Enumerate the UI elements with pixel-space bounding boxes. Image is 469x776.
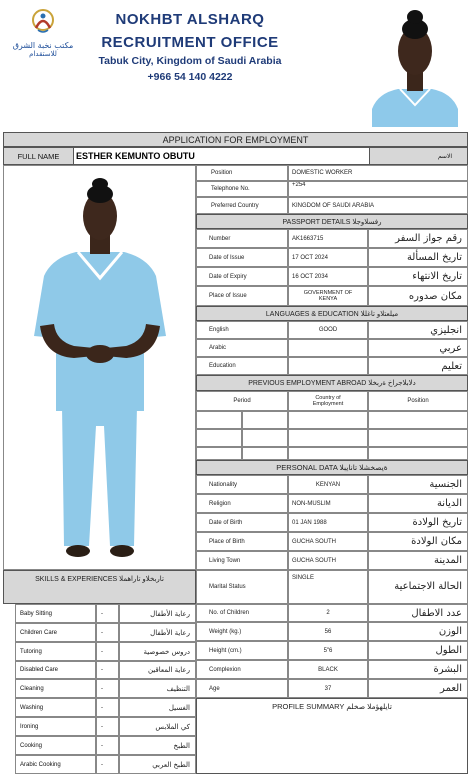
place-of-birth-ar: مكان الولادة — [368, 532, 468, 551]
position-label: Position — [196, 165, 288, 181]
place-of-birth-value: GUCHA SOUTH — [288, 532, 368, 551]
religion-ar: الديانة — [368, 494, 468, 513]
skill-value: - — [96, 661, 119, 679]
skill-label: Arabic Cooking — [15, 755, 96, 774]
passport-number-label: Number — [196, 229, 288, 248]
marital-status-ar: الحالة الاجتماعية — [368, 570, 468, 604]
place-of-issue-label: Place of Issue — [196, 286, 288, 306]
skill-ar: رعاية المعاقين — [119, 661, 196, 679]
skill-value: - — [96, 698, 119, 717]
header — [0, 0, 469, 132]
skills-section-title — [3, 570, 196, 604]
passport-section-title: PASSPORT DETAILS رفسلاوجلا — [196, 214, 468, 229]
skill-ar: التنظيف — [119, 679, 196, 698]
living-town-label: Living Town — [196, 551, 288, 570]
height-value: 5"6 — [288, 641, 368, 660]
english-value: GOOD — [288, 321, 368, 339]
skill-value: - — [96, 736, 119, 755]
employment-row — [288, 429, 368, 447]
age-value: 37 — [288, 679, 368, 698]
height-ar: الطول — [368, 641, 468, 660]
preferred-country-label: Preferred Country — [196, 197, 288, 214]
skill-label: Children Care — [15, 623, 96, 642]
position-value: DOMESTIC WORKER — [288, 165, 468, 181]
company-title-line2: RECRUITMENT OFFICE — [101, 34, 279, 51]
marital-status-value: SINGLE — [288, 570, 368, 604]
company-title-line1: NOKHBT ALSHARQ — [115, 11, 265, 28]
skill-ar: الغسيل — [119, 698, 196, 717]
religion-label: Religion — [196, 494, 288, 513]
arabic-label: Arabic — [196, 339, 288, 357]
full-name-ar: الاسم — [437, 152, 453, 160]
place-of-issue-value: GOVERNMENT OF KENYA — [288, 286, 368, 306]
date-of-birth-label: Date of Birth — [196, 513, 288, 532]
period-header: Period — [196, 391, 288, 411]
profile-summary-title: PROFILE SUMMARY تايلهؤملا صخلم — [272, 701, 392, 711]
skill-label: Cleaning — [15, 679, 96, 698]
arabic-ar: عربي — [368, 339, 468, 357]
employment-row — [196, 429, 242, 447]
logo-emblem-icon — [8, 8, 78, 36]
skill-value: - — [96, 623, 119, 642]
skill-label: Tutoring — [15, 642, 96, 661]
passport-number-value: AK1663715 — [288, 229, 368, 248]
children-ar: عدد الاطفال — [368, 604, 468, 622]
logo-text-line1: مكتب نخبة الشرق — [12, 41, 74, 50]
languages-section-title: LANGUAGES & EDUCATION ميلعتلاو تاغللا — [196, 306, 468, 321]
skill-ar: الطبخ — [119, 736, 196, 755]
skill-value: - — [96, 679, 119, 698]
place-of-birth-label: Place of Birth — [196, 532, 288, 551]
marital-status-label: Marital Status — [196, 570, 288, 604]
employment-row — [242, 447, 288, 460]
skill-ar: الطبخ العربي — [119, 755, 196, 774]
company-logo — [8, 8, 78, 58]
personal-data-title: PERSONAL DATA ةيصخشلا تانايبلا — [196, 460, 468, 475]
living-town-ar: المدينة — [368, 551, 468, 570]
complexion-label: Complexion — [196, 660, 288, 679]
skill-ar: رعاية الأطفال — [119, 623, 196, 642]
date-of-issue-value: 17 OCT 2024 — [288, 248, 368, 267]
employment-row — [196, 411, 242, 429]
country-header: Country of Employment — [288, 391, 368, 411]
height-label: Height (cm.) — [196, 641, 288, 660]
arabic-value — [288, 339, 368, 357]
company-phone: +966 54 140 4222 — [147, 71, 233, 83]
passport-photo — [368, 5, 462, 127]
date-of-expiry-label: Date of Expiry — [196, 267, 288, 286]
english-ar: انجليزي — [368, 321, 468, 339]
place-of-issue-ar: مكان صدوره — [368, 286, 468, 306]
date-of-birth-value: 01 JAN 1988 — [288, 513, 368, 532]
living-town-value: GUCHA SOUTH — [288, 551, 368, 570]
date-of-expiry-value: 16 OCT 2034 — [288, 267, 368, 286]
date-of-birth-ar: تاريخ الولادة — [368, 513, 468, 532]
skill-ar: كي الملابس — [119, 717, 196, 736]
children-value: 2 — [288, 604, 368, 622]
passport-number-ar: رقم جواز السفر — [368, 229, 468, 248]
skill-label: Disabled Care — [15, 661, 96, 679]
date-of-expiry-ar: تاريخ الانتهاء — [368, 267, 468, 286]
education-value — [288, 357, 368, 375]
logo-text-line2: للاستقدام — [29, 50, 57, 58]
skill-value: - — [96, 717, 119, 736]
previous-employment-title: PREVIOUS EMPLOYMENT ABROAD دلابلاجراخ ةربخلا — [196, 375, 468, 391]
employment-row — [368, 447, 468, 460]
complexion-value: BLACK — [288, 660, 368, 679]
weight-ar: الوزن — [368, 622, 468, 641]
full-name-label: FULL NAME — [4, 148, 74, 164]
skill-label: Baby Sitting — [15, 604, 96, 623]
skill-ar: رعاية الأطفال — [119, 604, 196, 623]
full-name-row — [3, 147, 468, 165]
weight-value: 56 — [288, 622, 368, 641]
preferred-country-value: KINGDOM OF SAUDI ARABIA — [288, 197, 468, 214]
age-label: Age — [196, 679, 288, 698]
full-name-value: ESTHER KEMUNTO OBUTU — [74, 148, 370, 164]
date-of-issue-ar: تاريخ المسألة — [368, 248, 468, 267]
age-ar: العمر — [368, 679, 468, 698]
full-body-photo — [3, 165, 196, 570]
religion-value: NON-MUSLIM — [288, 494, 368, 513]
english-label: English — [196, 321, 288, 339]
education-label: Education — [196, 357, 288, 375]
skill-value: - — [96, 642, 119, 661]
company-address: Tabuk City, Kingdom of Saudi Arabia — [98, 55, 282, 67]
education-ar: تعليم — [368, 357, 468, 375]
employment-row — [196, 447, 242, 460]
telephone-label: Telephone No. — [196, 181, 288, 197]
children-label: No. of Children — [196, 604, 288, 622]
employment-row — [288, 411, 368, 429]
employment-row — [242, 411, 288, 429]
skill-value: - — [96, 604, 119, 623]
nationality-label: Nationality — [196, 475, 288, 494]
employment-row — [288, 447, 368, 460]
employment-row — [368, 429, 468, 447]
skills-title-text: SKILLS & EXPERIENCES تاربخلاو تاراهملا — [35, 576, 164, 583]
skill-value: - — [96, 755, 119, 774]
complexion-ar: البشرة — [368, 660, 468, 679]
application-title: APPLICATION FOR EMPLOYMENT — [3, 132, 468, 147]
weight-label: Weight (kg.) — [196, 622, 288, 641]
skill-label: Ironing — [15, 717, 96, 736]
telephone-value: +254 — [288, 181, 468, 197]
nationality-ar: الجنسية — [368, 475, 468, 494]
position-header: Position — [368, 391, 468, 411]
skill-label: Washing — [15, 698, 96, 717]
date-of-issue-label: Date of Issue — [196, 248, 288, 267]
employment-row — [242, 429, 288, 447]
skill-ar: دروس خصوصية — [119, 642, 196, 661]
nationality-value: KENYAN — [288, 475, 368, 494]
employment-row — [368, 411, 468, 429]
skill-label: Cooking — [15, 736, 96, 755]
profile-summary-box — [196, 698, 468, 774]
